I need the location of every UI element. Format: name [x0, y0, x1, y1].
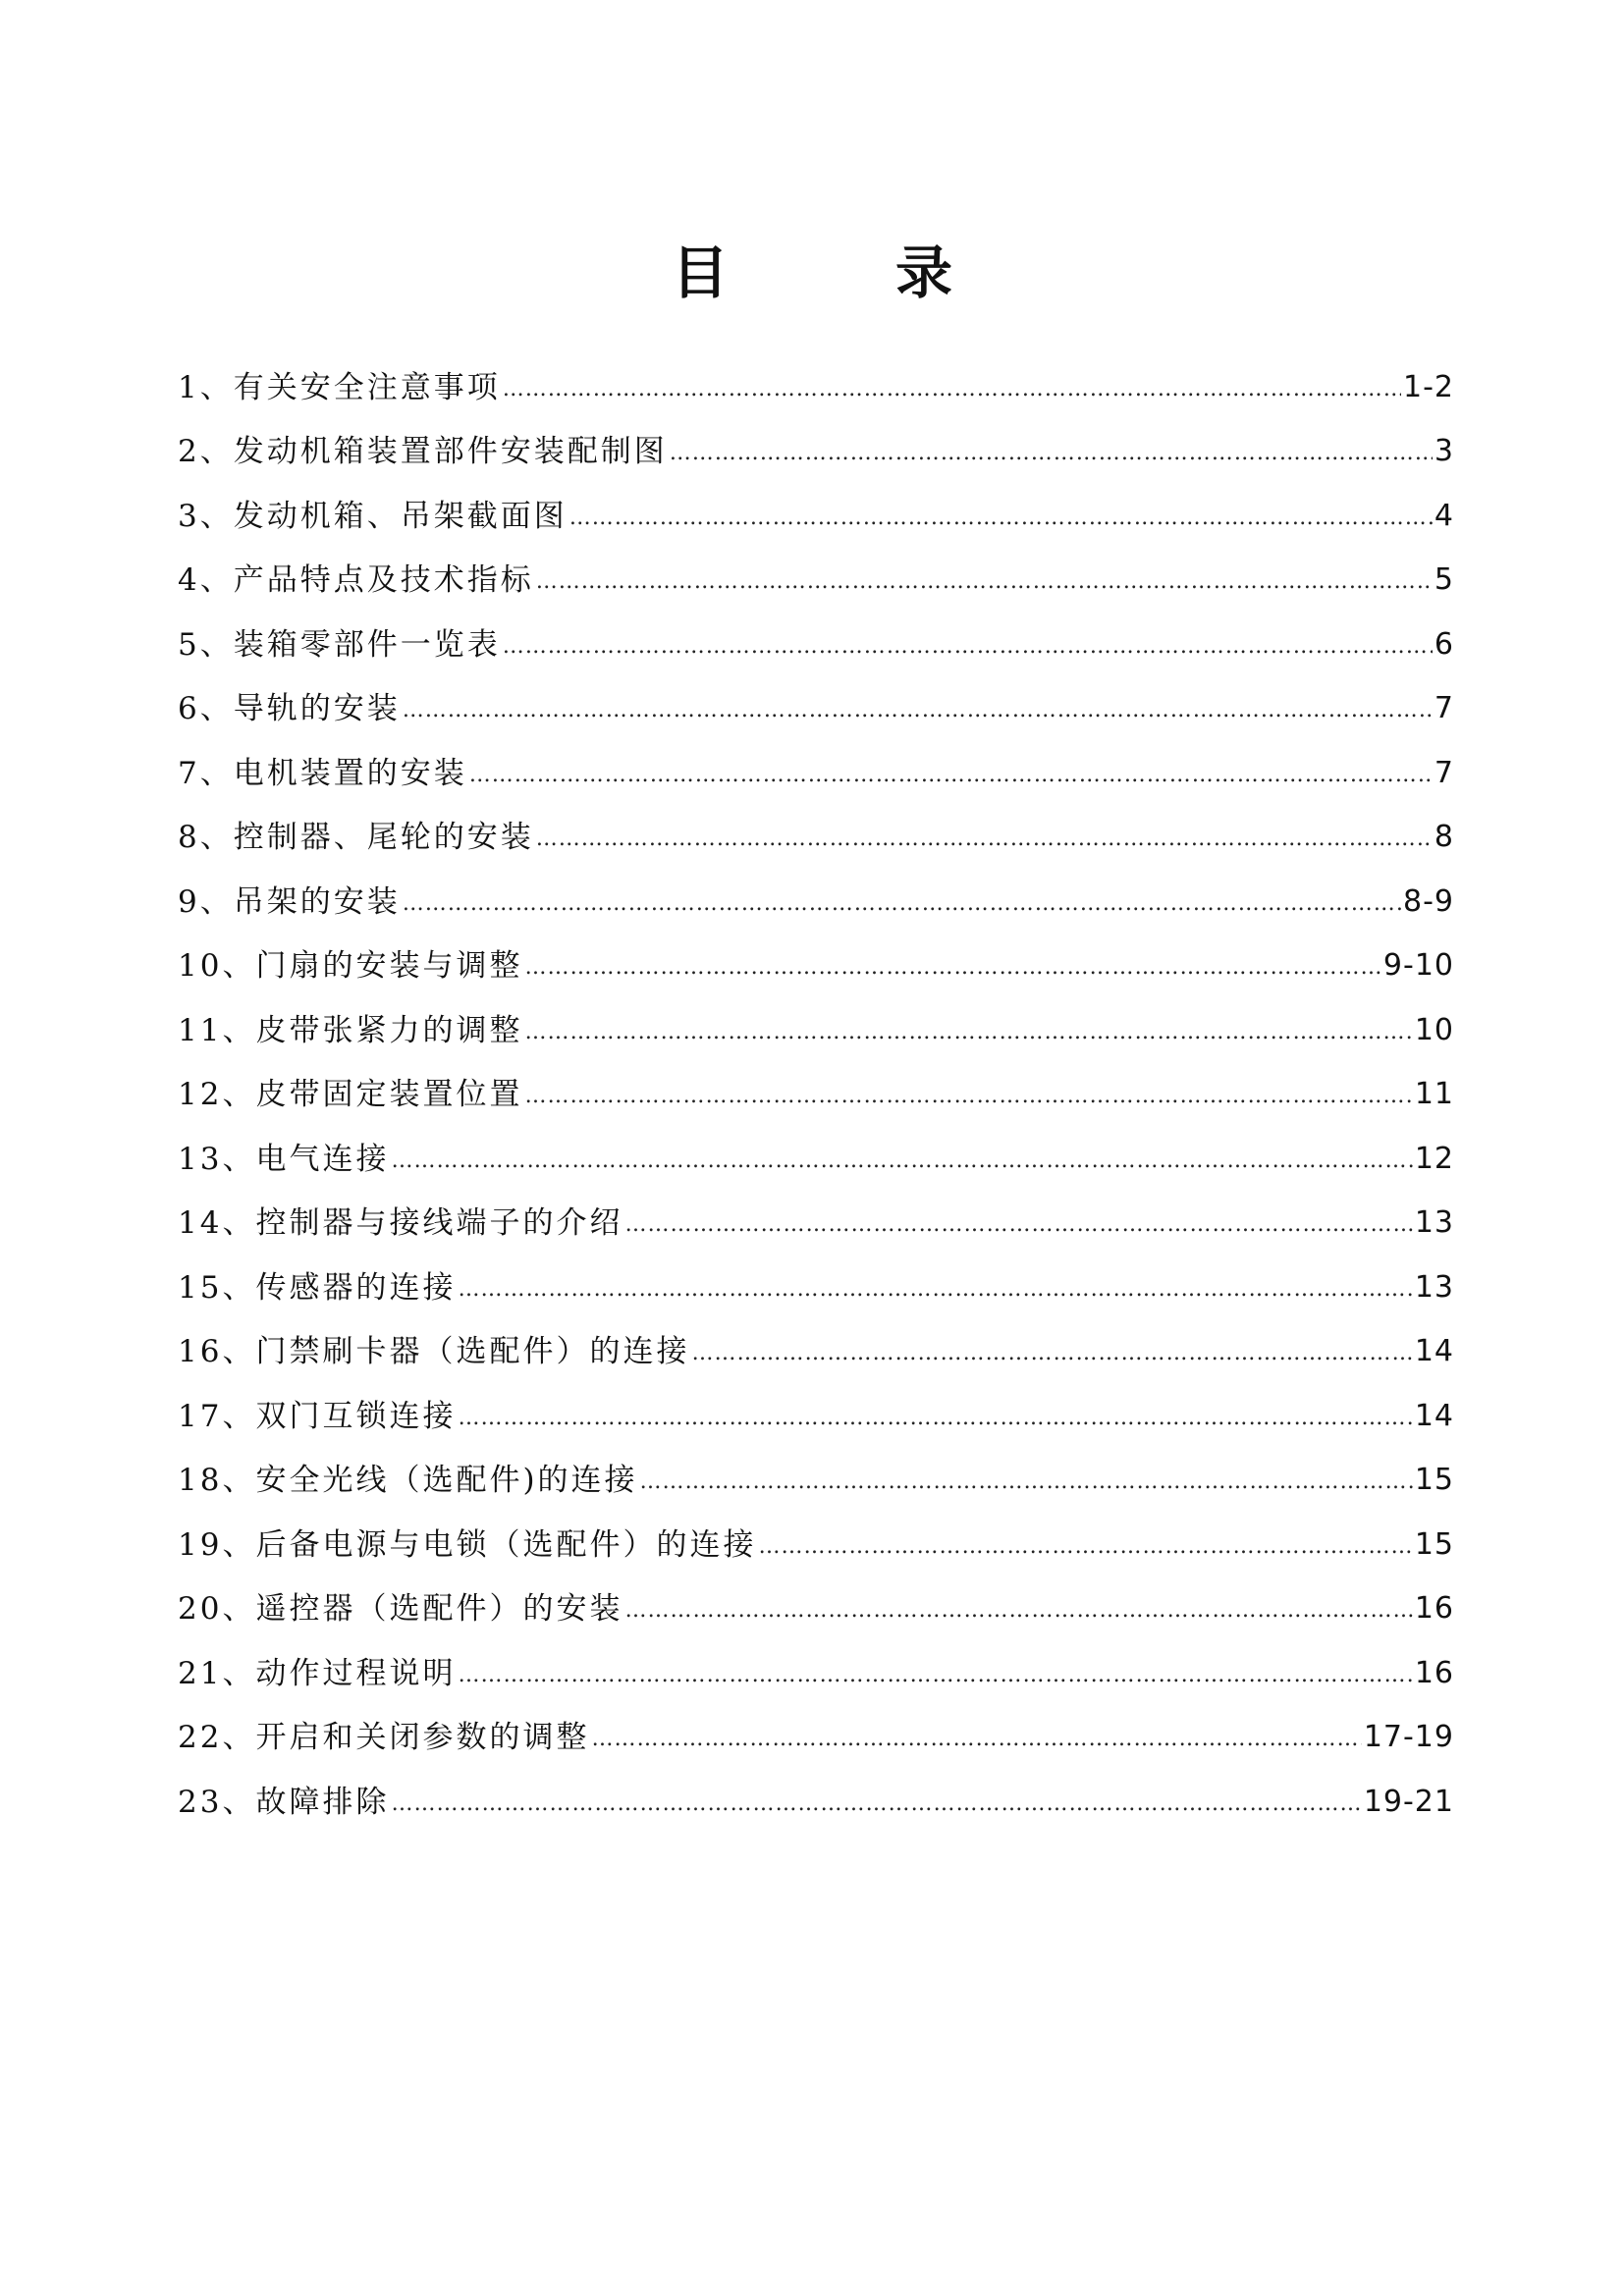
- toc-entry-page: 7: [1434, 755, 1454, 790]
- toc-entry: [178, 934, 1454, 999]
- toc-entry: [178, 806, 1454, 871]
- toc-leader-dots: [758, 1527, 1412, 1567]
- toc-entry: [178, 1320, 1454, 1385]
- toc-leader-dots: [624, 1205, 1412, 1245]
- toc-entry: [178, 1577, 1454, 1642]
- toc-leader-dots: [458, 1656, 1412, 1695]
- toc-entry-title: 9、吊架的安装: [178, 883, 401, 920]
- toc-leader-dots: [503, 627, 1433, 667]
- toc-entry: [178, 1449, 1454, 1514]
- toc-leader-dots: [469, 756, 1433, 795]
- toc-leader-dots: [536, 562, 1433, 602]
- page-title: 目 录: [671, 240, 1007, 306]
- toc-entry-title: 14、控制器与接线端子的介绍: [178, 1205, 623, 1242]
- toc-entry-page: 10: [1414, 1012, 1454, 1047]
- toc-entry: [178, 1192, 1454, 1256]
- toc-entry: [178, 484, 1454, 549]
- toc-leader-dots: [524, 1013, 1412, 1052]
- toc-entry-page: 14: [1414, 1398, 1454, 1433]
- table-of-contents: [178, 355, 1454, 1835]
- toc-entry-page: 19-21: [1363, 1784, 1454, 1819]
- toc-entry-page: 15: [1414, 1526, 1454, 1562]
- toc-entry-page: 16: [1414, 1655, 1454, 1690]
- toc-leader-dots: [524, 948, 1380, 988]
- toc-leader-dots: [624, 1591, 1412, 1630]
- toc-entry-page: 13: [1414, 1269, 1454, 1305]
- toc-leader-dots: [391, 1785, 1361, 1824]
- toc-entry-title: 10、门扇的安装与调整: [178, 948, 523, 985]
- toc-entry: [178, 677, 1454, 742]
- toc-leader-dots: [403, 884, 1401, 924]
- toc-entry: [178, 355, 1454, 420]
- toc-entry-page: 5: [1434, 562, 1454, 598]
- toc-entry: [178, 1770, 1454, 1835]
- toc-entry-title: 15、传感器的连接: [178, 1269, 457, 1306]
- toc-entry-page: 7: [1434, 691, 1454, 726]
- toc-entry-page: 12: [1414, 1141, 1454, 1176]
- toc-leader-dots: [569, 499, 1433, 538]
- toc-leader-dots: [458, 1399, 1412, 1438]
- toc-entry-title: 2、发动机箱装置部件安装配制图: [178, 434, 668, 470]
- toc-entry-page: 17-19: [1363, 1720, 1454, 1755]
- toc-entry-title: 18、安全光线（选配件)的连接: [178, 1463, 638, 1499]
- toc-entry-page: 8: [1434, 820, 1454, 855]
- toc-entry-title: 13、电气连接: [178, 1141, 390, 1177]
- toc-entry-title: 3、发动机箱、吊架截面图: [178, 498, 568, 534]
- toc-entry-page: 6: [1434, 626, 1454, 662]
- toc-entry-title: 1、有关安全注意事项: [178, 369, 501, 405]
- toc-leader-dots: [503, 370, 1401, 409]
- toc-entry-title: 21、动作过程说明: [178, 1655, 457, 1691]
- toc-leader-dots: [640, 1463, 1413, 1502]
- toc-entry-title: 8、控制器、尾轮的安装: [178, 820, 534, 856]
- toc-entry: [178, 1063, 1454, 1128]
- toc-entry-page: 11: [1414, 1077, 1454, 1112]
- toc-leader-dots: [670, 434, 1433, 473]
- toc-entry-title: 17、双门互锁连接: [178, 1398, 457, 1434]
- toc-entry-page: 15: [1414, 1463, 1454, 1498]
- toc-entry: [178, 870, 1454, 934]
- toc-entry-page: 4: [1434, 498, 1454, 533]
- toc-entry: [178, 420, 1454, 485]
- toc-entry-title: 5、装箱零部件一览表: [178, 626, 501, 663]
- toc-leader-dots: [391, 1142, 1412, 1181]
- toc-entry: [178, 1255, 1454, 1320]
- toc-entry-page: 9-10: [1382, 948, 1454, 984]
- toc-entry-page: 14: [1414, 1334, 1454, 1369]
- toc-leader-dots: [458, 1270, 1412, 1309]
- toc-entry: [178, 1384, 1454, 1449]
- toc-entry: [178, 741, 1454, 806]
- toc-entry-title: 20、遥控器（选配件）的安装: [178, 1591, 623, 1628]
- toc-entry-title: 16、门禁刷卡器（选配件）的连接: [178, 1334, 690, 1370]
- toc-entry-title: 19、后备电源与电锁（选配件）的连接: [178, 1526, 757, 1563]
- toc-entry-title: 4、产品特点及技术指标: [178, 562, 534, 599]
- toc-entry: [178, 998, 1454, 1063]
- toc-entry: [178, 1641, 1454, 1706]
- toc-entry: [178, 1513, 1454, 1577]
- toc-entry-title: 11、皮带张紧力的调整: [178, 1012, 523, 1048]
- toc-entry-page: 13: [1414, 1205, 1454, 1241]
- toc-entry-title: 22、开启和关闭参数的调整: [178, 1720, 590, 1756]
- toc-entry-page: 3: [1434, 434, 1454, 469]
- toc-entry-page: 8-9: [1403, 883, 1454, 919]
- toc-entry: [178, 1127, 1454, 1192]
- toc-entry-title: 6、导轨的安装: [178, 691, 401, 727]
- toc-entry: [178, 1706, 1454, 1771]
- toc-leader-dots: [691, 1334, 1412, 1373]
- toc-entry-page: 1-2: [1403, 369, 1454, 404]
- toc-leader-dots: [403, 691, 1433, 730]
- toc-entry: [178, 549, 1454, 614]
- toc-leader-dots: [591, 1720, 1361, 1759]
- toc-leader-dots: [524, 1077, 1412, 1116]
- toc-entry-title: 12、皮带固定装置位置: [178, 1077, 523, 1113]
- toc-leader-dots: [536, 820, 1433, 859]
- toc-entry-title: 23、故障排除: [178, 1784, 390, 1820]
- toc-entry-title: 7、电机装置的安装: [178, 755, 467, 791]
- toc-entry: [178, 613, 1454, 677]
- toc-entry-page: 16: [1414, 1591, 1454, 1627]
